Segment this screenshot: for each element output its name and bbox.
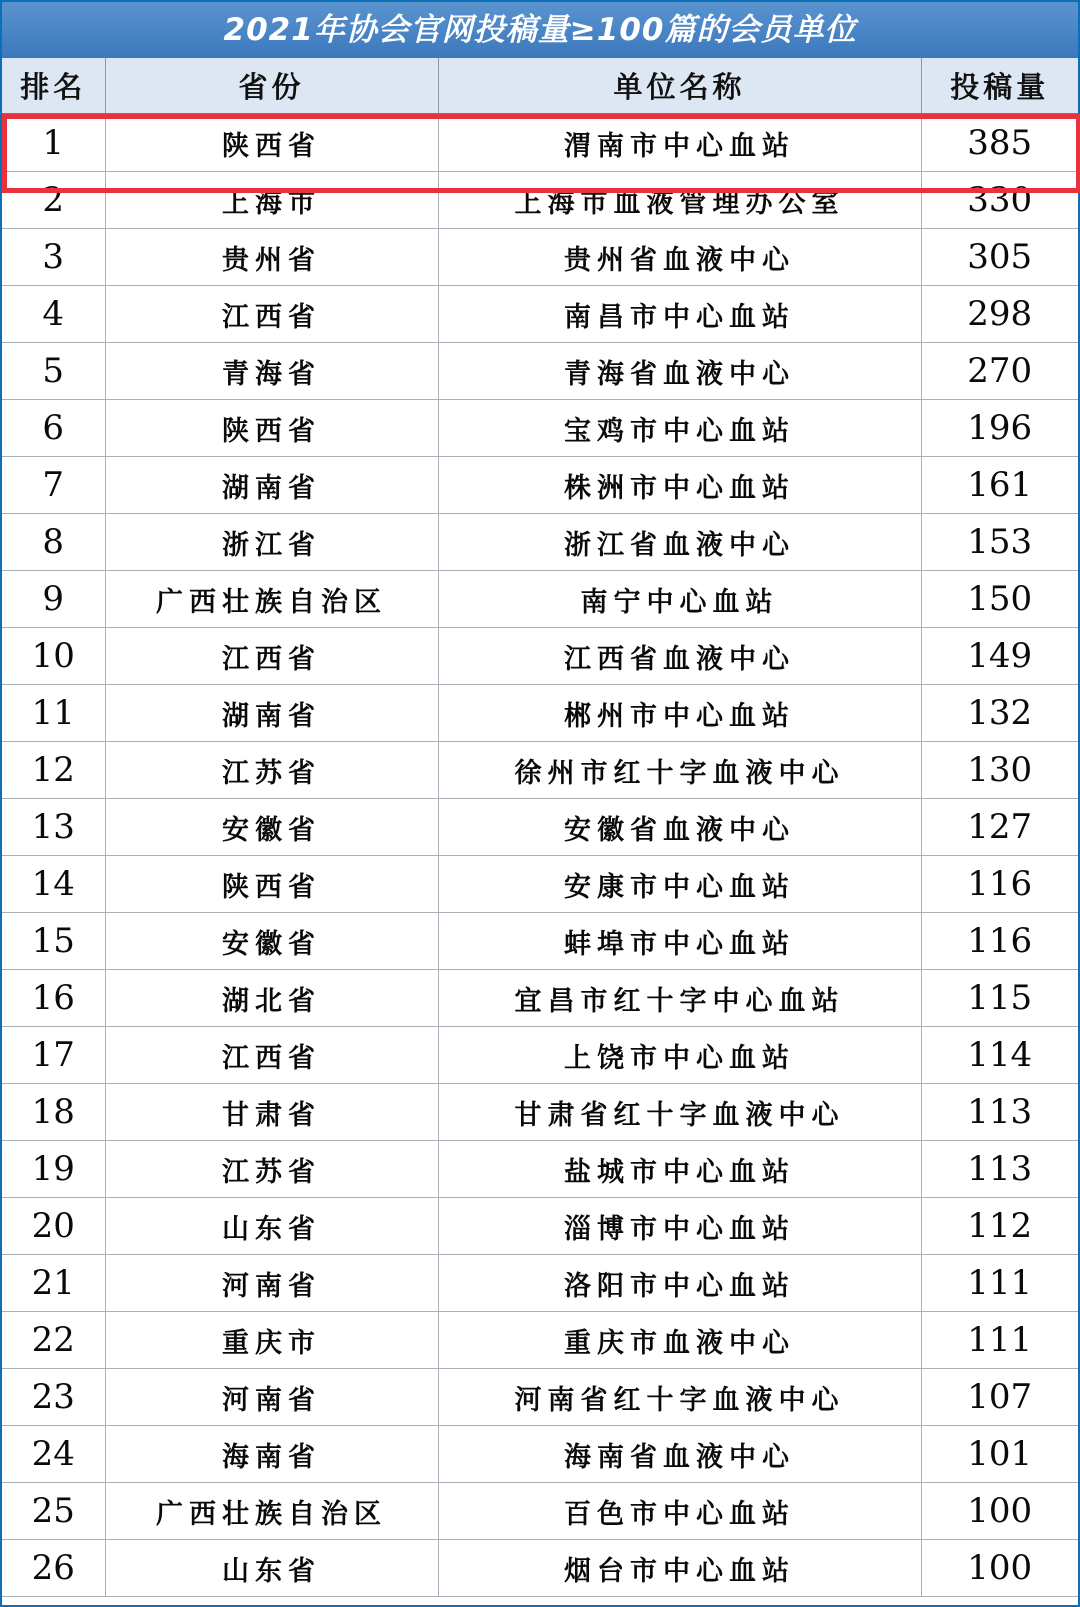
province-cell: 湖北省 [105,970,438,1027]
unit-cell: 南宁中心血站 [438,571,921,628]
province-cell: 江西省 [105,1027,438,1084]
unit-cell: 郴州市中心血站 [438,685,921,742]
rank-cell: 1 [2,114,105,172]
rank-cell: 10 [2,628,105,685]
province-cell: 重庆市 [105,1312,438,1369]
count-cell: 116 [921,856,1078,913]
table-row [2,286,1078,343]
province-cell: 广西壮族自治区 [105,571,438,628]
unit-cell: 株洲市中心血站 [438,457,921,514]
count-cell: 114 [921,1027,1078,1084]
table-row [2,114,1078,172]
count-cell: 298 [921,286,1078,343]
unit-cell: 盐城市中心血站 [438,1141,921,1198]
table-row [2,685,1078,742]
rank-cell: 7 [2,457,105,514]
table-row [2,229,1078,286]
table-row [2,628,1078,685]
rank-cell: 16 [2,970,105,1027]
count-cell: 111 [921,1312,1078,1369]
table-row [2,799,1078,856]
header-submission-count: 投稿量 [921,58,1078,114]
count-cell: 149 [921,628,1078,685]
province-cell: 贵州省 [105,229,438,286]
province-cell: 江西省 [105,628,438,685]
province-cell: 江西省 [105,286,438,343]
table-row [2,1084,1078,1141]
unit-cell: 浙江省血液中心 [438,514,921,571]
unit-cell: 渭南市中心血站 [438,114,921,172]
unit-cell: 蚌埠市中心血站 [438,913,921,970]
unit-cell: 青海省血液中心 [438,343,921,400]
table-row [2,1198,1078,1255]
unit-cell: 徐州市红十字血液中心 [438,742,921,799]
unit-cell: 江西省血液中心 [438,628,921,685]
province-cell: 陕西省 [105,400,438,457]
province-cell: 海南省 [105,1426,438,1483]
rank-cell: 5 [2,343,105,400]
province-cell: 广西壮族自治区 [105,1483,438,1540]
province-cell: 河南省 [105,1255,438,1312]
count-cell: 153 [921,514,1078,571]
province-cell: 湖南省 [105,685,438,742]
count-cell: 132 [921,685,1078,742]
province-cell: 河南省 [105,1369,438,1426]
rank-cell: 26 [2,1540,105,1597]
table-row [2,1027,1078,1084]
rank-cell: 24 [2,1426,105,1483]
count-cell: 150 [921,571,1078,628]
rank-cell: 18 [2,1084,105,1141]
table-row [2,343,1078,400]
unit-cell: 烟台市中心血站 [438,1540,921,1597]
count-cell: 111 [921,1255,1078,1312]
rank-cell: 25 [2,1483,105,1540]
count-cell: 115 [921,970,1078,1027]
table-title: 2021年协会官网投稿量≥100篇的会员单位 [2,2,1078,58]
unit-cell: 南昌市中心血站 [438,286,921,343]
table-row [2,1255,1078,1312]
table-body [2,114,1078,1597]
rank-cell: 15 [2,913,105,970]
rank-cell: 20 [2,1198,105,1255]
count-cell: 385 [921,114,1078,172]
count-cell: 101 [921,1426,1078,1483]
count-cell: 116 [921,913,1078,970]
province-cell: 湖南省 [105,457,438,514]
rank-cell: 2 [2,172,105,229]
count-cell: 112 [921,1198,1078,1255]
province-cell: 上海市 [105,172,438,229]
unit-cell: 宜昌市红十字中心血站 [438,970,921,1027]
province-cell: 山东省 [105,1540,438,1597]
province-cell: 陕西省 [105,114,438,172]
province-cell: 陕西省 [105,856,438,913]
header-province: 省份 [105,58,438,114]
province-cell: 山东省 [105,1198,438,1255]
province-cell: 甘肃省 [105,1084,438,1141]
unit-cell: 百色市中心血站 [438,1483,921,1540]
table-row [2,400,1078,457]
ranking-table [2,58,1078,1597]
unit-cell: 重庆市血液中心 [438,1312,921,1369]
table-row [2,856,1078,913]
province-cell: 安徽省 [105,913,438,970]
count-cell: 107 [921,1369,1078,1426]
province-cell: 江苏省 [105,1141,438,1198]
table-row [2,1483,1078,1540]
header-rank: 排名 [2,58,105,114]
unit-cell: 贵州省血液中心 [438,229,921,286]
table-row [2,970,1078,1027]
count-cell: 305 [921,229,1078,286]
unit-cell: 甘肃省红十字血液中心 [438,1084,921,1141]
unit-cell: 安徽省血液中心 [438,799,921,856]
table-header-row [2,58,1078,114]
rank-cell: 17 [2,1027,105,1084]
unit-cell: 河南省红十字血液中心 [438,1369,921,1426]
unit-cell: 宝鸡市中心血站 [438,400,921,457]
rank-cell: 13 [2,799,105,856]
header-unit-name: 单位名称 [438,58,921,114]
unit-cell: 淄博市中心血站 [438,1198,921,1255]
table-row [2,514,1078,571]
count-cell: 127 [921,799,1078,856]
rank-cell: 12 [2,742,105,799]
table-row [2,1141,1078,1198]
count-cell: 161 [921,457,1078,514]
rank-cell: 9 [2,571,105,628]
count-cell: 113 [921,1141,1078,1198]
table-row [2,742,1078,799]
count-cell: 196 [921,400,1078,457]
count-cell: 330 [921,172,1078,229]
unit-cell: 上饶市中心血站 [438,1027,921,1084]
rank-cell: 8 [2,514,105,571]
province-cell: 安徽省 [105,799,438,856]
table-row [2,1312,1078,1369]
unit-cell: 海南省血液中心 [438,1426,921,1483]
rank-cell: 21 [2,1255,105,1312]
province-cell: 浙江省 [105,514,438,571]
table-row [2,1426,1078,1483]
count-cell: 100 [921,1483,1078,1540]
rank-cell: 22 [2,1312,105,1369]
count-cell: 270 [921,343,1078,400]
table-row [2,1369,1078,1426]
table-row [2,457,1078,514]
rank-cell: 3 [2,229,105,286]
rank-cell: 11 [2,685,105,742]
unit-cell: 安康市中心血站 [438,856,921,913]
table-row [2,571,1078,628]
table-row [2,913,1078,970]
count-cell: 100 [921,1540,1078,1597]
rank-cell: 6 [2,400,105,457]
unit-cell: 洛阳市中心血站 [438,1255,921,1312]
rank-cell: 4 [2,286,105,343]
province-cell: 青海省 [105,343,438,400]
rank-cell: 14 [2,856,105,913]
count-cell: 130 [921,742,1078,799]
count-cell: 113 [921,1084,1078,1141]
table-row [2,1540,1078,1597]
province-cell: 江苏省 [105,742,438,799]
rank-cell: 19 [2,1141,105,1198]
rank-cell: 23 [2,1369,105,1426]
unit-cell: 上海市血液管理办公室 [438,172,921,229]
table-row [2,172,1078,229]
